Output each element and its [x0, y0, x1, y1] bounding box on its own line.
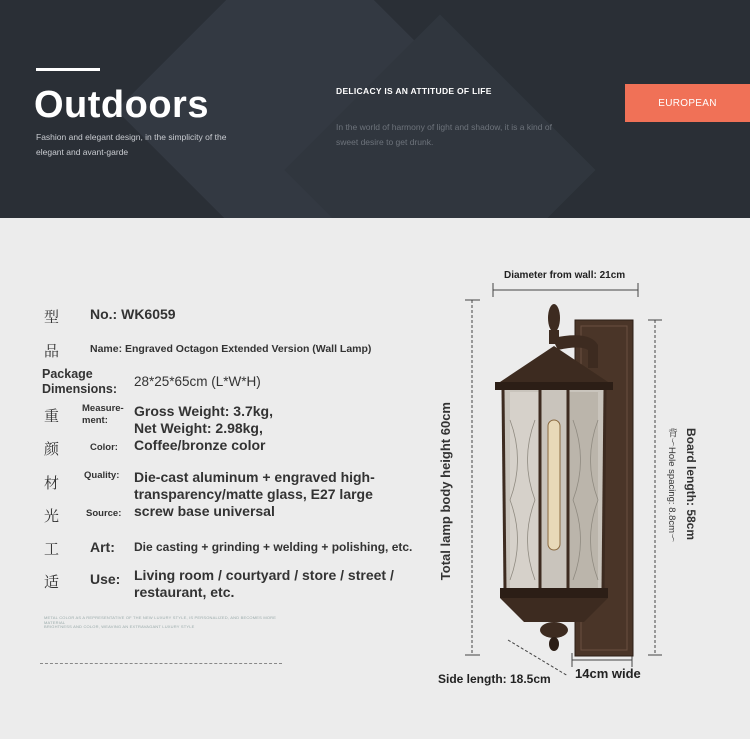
- cn-char-guang: 光: [44, 507, 60, 525]
- fine-print: METAL COLOR AS A REPRESENTATIVE OF THE NEW LUXURY STYLE, IS PERSONALIZED, AND BECOMES MORE MATERIAL: [44, 615, 277, 625]
- cn-char-zhong: 重: [44, 407, 60, 425]
- cn-char-gong: 工: [44, 540, 60, 558]
- banner-mid-heading: DELICACY IS AN ATTITUDE OF LIFE: [336, 86, 492, 96]
- hole-spacing-label: 背～Hole spacing: 8.8cm～: [666, 428, 677, 543]
- color-label: Color:: [90, 442, 118, 453]
- quality-value: Die-cast aluminum + engraved high-transparency/matte glass, E27 large: [134, 469, 375, 502]
- lamp-bulb: [548, 420, 560, 550]
- quality-label: Quality:: [84, 470, 120, 481]
- side-length-label: Side length: 18.5cm: [438, 672, 551, 686]
- color-value: Coffee/bronze color: [134, 437, 266, 453]
- banner-title: Outdoors: [34, 84, 209, 126]
- net-weight: Net Weight: 2.98kg,: [134, 420, 263, 436]
- diameter-label: Diameter from wall: 21cm: [504, 270, 626, 281]
- product-name: Name: Engraved Octagon Extended Version (Wall Lamp): [90, 343, 372, 355]
- source-label: Source:: [86, 508, 122, 519]
- cn-char-yan: 颜: [44, 440, 60, 458]
- measurement-label: Measure-ment:: [82, 403, 124, 426]
- total-height-label: Total lamp body height 60cm: [438, 402, 453, 581]
- art-label: Art:: [90, 539, 115, 555]
- art-value: Die casting + grinding + welding + polishing, etc.: [134, 540, 413, 554]
- cn-char-shi: 适: [44, 573, 60, 591]
- source-value: screw base universal: [134, 503, 275, 519]
- fine-print: BRIGHTNESS AND COLOR, WEAVING AN EXTRAVAGANT LUXURY STYLE: [44, 624, 195, 629]
- use-value: Living room / courtyard / store / street / restaurant, etc.: [134, 567, 394, 600]
- european-badge: EUROPEAN: [625, 84, 750, 122]
- banner-tagline: Fashion and elegant design, in the simplicity of the elegant and avant-garde: [36, 132, 227, 157]
- width-label: 14cm wide: [575, 666, 641, 681]
- use-label: Use:: [90, 571, 121, 587]
- lamp-finial: [548, 304, 560, 332]
- package-value: 28*25*65cm (L*W*H): [134, 374, 261, 389]
- gross-weight: Gross Weight: 3.7kg,: [134, 403, 273, 419]
- cn-char-xing: 型: [44, 308, 60, 326]
- banner-mid-text: In the world of harmony of light and shadow, it is a kind of sweet desire to get drunk.: [336, 122, 552, 147]
- cn-char-cai: 材: [44, 474, 60, 492]
- model-number: No.: WK6059: [90, 306, 176, 322]
- board-length-label: Board length: 58cm: [684, 428, 698, 541]
- cn-char-pin: 品: [44, 342, 60, 360]
- package-label: Package Dimensions:: [42, 367, 118, 396]
- lamp-base: [500, 588, 608, 598]
